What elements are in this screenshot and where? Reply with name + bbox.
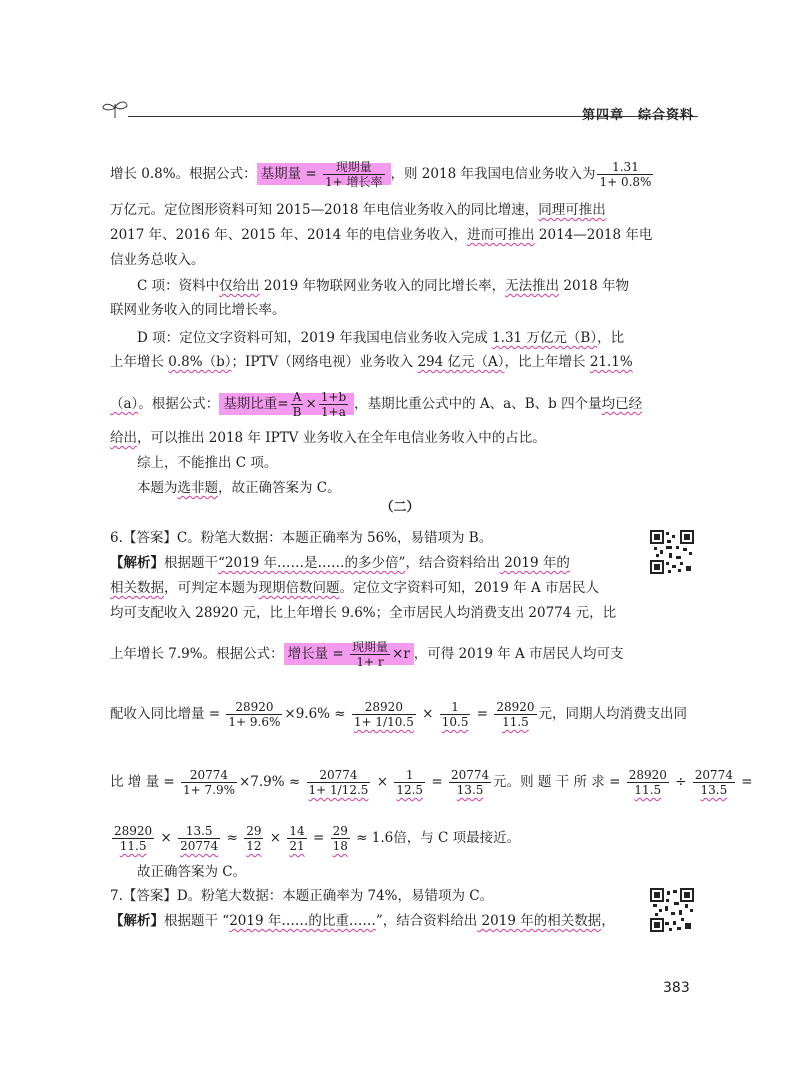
denominator: 20774	[180, 839, 219, 853]
text: 信业务总收入。	[110, 252, 205, 268]
operator: ×9.6% ≈	[284, 706, 350, 722]
denominator: 1+a	[321, 405, 346, 419]
denominator: 13.5	[700, 783, 728, 797]
text: ，基期比重公式中的 A、a、B、b 四个量	[354, 396, 602, 412]
equation-line	[110, 824, 520, 853]
denominator: 12.5	[396, 783, 424, 797]
formula-label: 基期比重=	[223, 396, 289, 412]
text: 2018 年物	[559, 278, 630, 294]
text: 元。则 题 干 所 求 =	[493, 774, 625, 790]
analysis-label: 【解析】	[110, 555, 164, 571]
text: 。根据公式：	[138, 396, 220, 412]
numerator: 28920	[226, 700, 282, 715]
denominator: 21	[289, 839, 305, 853]
emphasis: 0.8%（b）	[168, 354, 232, 370]
fraction	[323, 160, 385, 189]
numerator: 28920	[114, 824, 153, 838]
text-line	[110, 886, 493, 906]
numerator: 29	[332, 824, 348, 838]
emphasis: 选非题	[177, 480, 218, 496]
fraction	[597, 160, 653, 189]
text-line	[110, 428, 546, 448]
operator: ×	[417, 706, 438, 722]
emphasis: 1.31 万亿元（B）	[492, 330, 598, 346]
emphasis: 2019 年的	[499, 555, 570, 571]
denominator: 1+ 9.6%	[228, 715, 281, 729]
text-line	[110, 553, 570, 573]
text: 元，同期人均消费支出同	[538, 706, 688, 722]
numerator: 28920	[352, 700, 416, 715]
denominator: 1+ 1/12.5	[308, 783, 369, 797]
text: ，可以推出 2018 年 IPTV 业务收入在全年电信业务收入中的占比。	[137, 430, 546, 446]
emphasis: 相关数据	[110, 580, 164, 596]
text: 根据题干	[164, 555, 218, 571]
sprout-icon	[100, 98, 130, 120]
emphasis: 同理可推出	[538, 202, 606, 218]
emphasis: 2019 年……的比重……	[229, 913, 376, 929]
operator: ÷	[670, 774, 691, 790]
emphasis: 给出	[110, 430, 137, 446]
fraction	[226, 700, 282, 729]
numerator: 1+b	[320, 390, 347, 404]
fraction	[319, 390, 348, 419]
operator: =	[472, 706, 493, 722]
fraction	[287, 824, 306, 853]
operator: ×	[265, 830, 286, 846]
text: 本题为	[137, 480, 178, 496]
text-line	[137, 478, 341, 498]
denominator: 1+ 增长率	[325, 175, 383, 189]
fraction	[350, 640, 390, 669]
text: 上年增长 7.9%。根据公式：	[110, 646, 284, 662]
formula-highlight: 基期比重= $\frac{A}{B}$ × $\frac{1+b}{1+a}$	[219, 393, 354, 415]
equation-line	[110, 700, 687, 729]
answer-line: 6.【答案】C。粉笔大数据：本题正确率为 56%，易错项为 B。	[110, 530, 493, 546]
text: 上年增长	[110, 354, 169, 370]
text-line	[110, 911, 615, 931]
denominator: B	[292, 405, 302, 419]
formula-label: 基期量 =	[260, 166, 321, 182]
text: 。定位文字资料可知，2019 年 A 市居民人	[339, 580, 599, 596]
numerator: 29	[246, 824, 262, 838]
text-line	[110, 528, 492, 548]
emphasis: 现期倍数问题	[258, 580, 340, 596]
text: 根据题干 “	[164, 913, 230, 929]
operator: ≈	[222, 830, 243, 846]
emphasis: 均已经	[601, 396, 643, 412]
emphasis: 进而可推出	[467, 227, 535, 243]
denominator: 11.5	[634, 783, 662, 797]
text: 2014—2018 年电	[534, 227, 653, 243]
text-line	[110, 578, 599, 598]
emphasis: “2019 年……是……的多少倍”	[218, 555, 406, 571]
text: ，比	[597, 330, 625, 346]
emphasis: 21.1%	[589, 354, 633, 370]
denominator: 12	[246, 839, 262, 853]
text: 联网业务收入的同比增长率。	[110, 302, 286, 318]
text-line	[137, 276, 629, 296]
text: 均可支配收入 28920 元，比上年增长 9.6%；全市居民人均消费支出 20774 元，比	[110, 605, 617, 621]
text: 增长 0.8%。根据公式：	[110, 166, 257, 182]
fraction	[352, 700, 416, 729]
text: ，可判定本题为	[164, 580, 259, 596]
text-line	[110, 603, 616, 623]
numerator: 20774	[307, 768, 371, 783]
fraction	[627, 768, 669, 797]
emphasis: （a）	[110, 396, 139, 412]
numerator: 20774	[450, 768, 490, 782]
denominator: 13.5	[456, 783, 484, 797]
emphasis: 相关数据	[547, 913, 602, 929]
text: C 项：资料中	[137, 278, 220, 294]
page-number: 383	[663, 980, 690, 996]
text-line	[110, 352, 633, 372]
operator: =	[427, 774, 447, 790]
qr-code-icon[interactable]	[650, 530, 694, 574]
text: 万亿元。定位图形资料可知 2015—2018 年电信业务收入的同比增速，	[110, 202, 539, 218]
emphasis: 仅给出	[219, 278, 260, 294]
analysis-label: 【解析】	[110, 913, 164, 929]
text-line	[110, 300, 286, 320]
operator: =	[308, 830, 329, 846]
qr-code-icon[interactable]	[650, 888, 694, 932]
text: 比 增 量 =	[110, 774, 179, 790]
numerator: 1	[440, 700, 471, 715]
text: ”，结合资料给出	[375, 913, 478, 929]
text: ，结合资料给出	[405, 555, 500, 571]
text-line	[137, 862, 246, 882]
text-line	[110, 390, 642, 419]
text-line	[137, 453, 277, 473]
denominator: 11.5	[502, 715, 529, 729]
denominator: 11.5	[119, 839, 147, 853]
denominator: 1+ r	[356, 655, 384, 669]
text: ，可得 2019 年 A 市居民人均可支	[413, 646, 624, 662]
fraction	[178, 824, 220, 853]
numerator: A	[291, 390, 304, 405]
section-marker: （二）	[380, 500, 420, 515]
denominator: 18	[332, 839, 348, 853]
numerator: 20774	[694, 768, 733, 782]
numerator: 28920	[496, 700, 535, 714]
text-line	[110, 250, 205, 270]
text-line	[110, 200, 606, 220]
operator: ×	[372, 774, 393, 790]
fraction	[440, 700, 471, 729]
answer-line: 7.【答案】D。粉笔大数据：本题正确率为 74%，易错项为 C。	[110, 888, 494, 904]
formula-tail: ×r	[392, 646, 410, 662]
fraction	[244, 824, 263, 853]
text: ≈ 1.6倍，与 C 项最接近。	[351, 830, 521, 846]
emphasis: 无法推出	[505, 278, 560, 294]
equation-line	[110, 768, 753, 797]
fraction	[394, 768, 425, 797]
numerator: 14	[289, 824, 305, 838]
fraction	[331, 824, 350, 853]
text: ，故正确答案为 C。	[218, 480, 341, 496]
text-line	[137, 328, 624, 348]
chapter-title: 第四章 综合资料	[582, 108, 695, 123]
fraction	[181, 768, 237, 797]
text: 2019 年物联网业务收入的同比增长率，	[259, 278, 506, 294]
fraction	[112, 824, 154, 853]
denominator: 1+ 0.8%	[599, 175, 652, 189]
numerator: 28920	[628, 768, 667, 782]
denominator: 1+ 7.9%	[182, 783, 235, 797]
text: 综上，不能推出 C 项。	[137, 455, 278, 471]
text: ，则 2018 年我国电信业务收入为	[390, 166, 596, 182]
text: ，比上年增长	[504, 354, 590, 370]
emphasis: 2019 年的	[477, 913, 548, 929]
text: ，	[601, 913, 615, 929]
denominator: 10.5	[441, 715, 469, 729]
numerator: 13.5	[178, 824, 220, 839]
text: 故正确答案为 C。	[137, 864, 247, 880]
fraction	[291, 390, 304, 419]
operator: ×7.9% ≈	[238, 774, 305, 790]
fraction	[693, 768, 735, 797]
fraction	[494, 700, 536, 729]
text: ；IPTV（网络电视）业务收入	[231, 354, 418, 370]
numerator: 现期量	[352, 640, 389, 654]
operator: =	[736, 774, 753, 790]
fraction	[307, 768, 371, 797]
formula-highlight	[284, 640, 414, 669]
text: 配收入同比增量 =	[110, 706, 225, 722]
operator: ×	[156, 830, 177, 846]
text: D 项：定位文字资料可知，2019 年我国电信业务收入完成	[137, 330, 493, 346]
formula-highlight	[257, 160, 391, 189]
numerator: 现期量	[323, 160, 385, 175]
text-line	[110, 640, 624, 669]
text-line	[110, 225, 652, 245]
formula-label: 增长量 =	[287, 646, 348, 662]
denominator: 1+ 1/10.5	[353, 715, 414, 729]
fraction	[449, 768, 491, 797]
numerator: 1	[394, 768, 425, 783]
numerator: 1.31	[597, 160, 653, 175]
emphasis: 294 亿元（A）	[417, 354, 505, 370]
numerator: 20774	[181, 768, 237, 783]
text-line	[110, 160, 655, 189]
text: 2017 年、2016 年、2015 年、2014 年的电信业务收入，	[110, 227, 468, 243]
